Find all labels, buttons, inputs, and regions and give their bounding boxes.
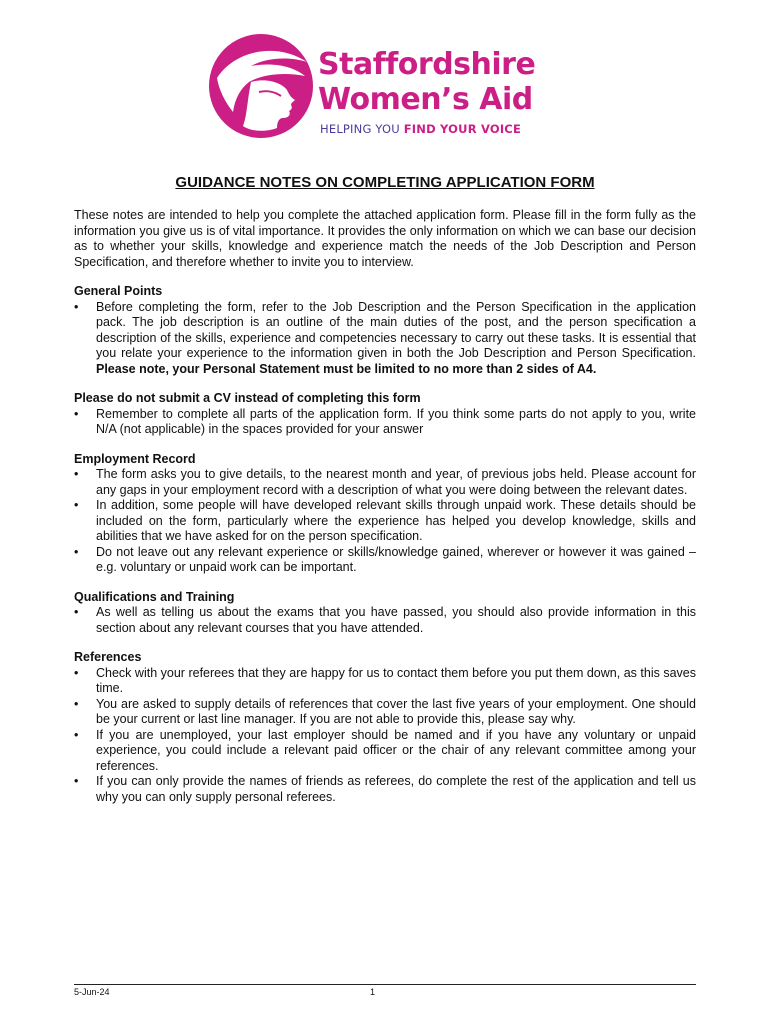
document-title: GUIDANCE NOTES ON COMPLETING APPLICATION FORM bbox=[175, 174, 595, 191]
list-item-text: If you are unemployed, your last employer should be named and if you have any voluntary or unpaid experience, you could include a relevant paid officer or the chair of any relevant committee among your references. bbox=[96, 727, 696, 773]
bullet-icon: • bbox=[74, 665, 79, 680]
section-general-points bbox=[74, 284, 696, 377]
section-heading: General Points bbox=[74, 284, 163, 298]
woman-profile-logo-icon bbox=[207, 32, 315, 140]
list-item-text: Remember to complete all parts of the application form. If you think some parts do not apply to you, write N/A (not applicable) in the spaces provided for your answer bbox=[96, 406, 696, 436]
section-heading: Please do not submit a CV instead of completing this form bbox=[74, 391, 421, 405]
bullet-icon: • bbox=[74, 605, 79, 619]
list-item bbox=[74, 666, 696, 697]
intro-paragraph: These notes are intended to help you complete the attached application form. Please fill in the form fully as the information you give us is of vital importance. It provides the only information on which we can base our decision as to whether your skills, knowledge and experience match the needs of the Job Description and Person Specification, and therefore whether to invite you to interview. bbox=[74, 208, 696, 269]
section-references bbox=[74, 650, 696, 805]
tagline-part-2: FIND YOUR VOICE bbox=[403, 122, 521, 136]
bullet-icon: • bbox=[74, 774, 79, 788]
list-item-bold-text: Please note, your Personal Statement must be limited to no more than 2 sides of A4. bbox=[96, 361, 597, 376]
section-no-cv bbox=[74, 391, 696, 438]
list-item-text: Do not leave out any relevant experience or skills/knowledge gained, wherever or however it was gained – e.g. voluntary or unpaid work can be important. bbox=[96, 544, 696, 574]
tagline-part-1: HELPING YOU bbox=[320, 122, 404, 136]
bullet-icon: • bbox=[74, 467, 79, 481]
list-item bbox=[74, 605, 696, 636]
logo-tagline bbox=[320, 122, 521, 136]
brand-name-line-2: Women’s Aid bbox=[318, 82, 533, 117]
footer-divider bbox=[74, 984, 696, 985]
bullet-list bbox=[74, 467, 696, 576]
section-qualifications bbox=[74, 590, 696, 637]
section-heading: Qualifications and Training bbox=[74, 589, 235, 604]
bullet-icon: • bbox=[74, 498, 79, 512]
section-heading: Employment Record bbox=[74, 451, 196, 466]
list-item bbox=[74, 498, 696, 545]
document-body bbox=[74, 208, 696, 819]
bullet-list bbox=[74, 666, 696, 806]
bullet-list bbox=[74, 605, 696, 636]
list-item-text: Before completing the form, refer to the Job Description and the Person Specification in the application pack. The job description is an outline of the main duties of the post, and the person specification a description of the skills, experience and competencies necessary to carry out these tasks. It is essential that you relate your experience to the information given in both the Job Description and Person Specification. bbox=[96, 299, 696, 360]
list-item bbox=[74, 407, 696, 438]
list-item bbox=[74, 728, 696, 775]
list-item bbox=[74, 467, 696, 498]
list-item bbox=[74, 774, 696, 805]
list-item-text: In addition, some people will have developed relevant skills through unpaid work. These details should be included on the form, particularly where the experience has helped you develop knowledge, skills and abilities that we have asked for on the person specification. bbox=[96, 498, 696, 543]
brand-name-line-1: Staffordshire bbox=[318, 47, 536, 82]
list-item bbox=[74, 697, 696, 728]
list-item-text: Check with your referees that they are happy for us to contact them before you put them down, as this saves time. bbox=[96, 665, 696, 695]
list-item-text: You are asked to supply details of references that cover the last five years of your employment. One should be your current or last line manager. If you are not able to provide this, please say why. bbox=[96, 696, 696, 726]
bullet-icon: • bbox=[74, 727, 79, 742]
page-number: 1 bbox=[370, 987, 376, 997]
bullet-icon: • bbox=[74, 299, 79, 314]
list-item bbox=[74, 300, 696, 378]
bullet-list bbox=[74, 407, 696, 438]
bullet-list bbox=[74, 300, 696, 378]
section-employment-record bbox=[74, 452, 696, 576]
list-item-text: The form asks you to give details, to the nearest month and year, of previous jobs held. Please account for any gaps in your employment record with a description of what you were doing between the relevant dates. bbox=[96, 467, 696, 497]
section-heading: References bbox=[74, 650, 142, 664]
bullet-icon: • bbox=[74, 544, 79, 559]
bullet-icon: • bbox=[74, 696, 79, 711]
list-item bbox=[74, 545, 696, 576]
list-item-text: If you can only provide the names of friends as referees, do complete the rest of the application and tell us why you can only supply personal referees. bbox=[96, 774, 696, 804]
bullet-icon: • bbox=[74, 406, 79, 421]
staffordshire-womens-aid-logo bbox=[205, 30, 565, 140]
list-item-text: As well as telling us about the exams that you have passed, you should also provide information in this section about any relevant courses that you have attended. bbox=[96, 605, 696, 635]
footer-date: 5-Jun-24 bbox=[74, 987, 110, 997]
